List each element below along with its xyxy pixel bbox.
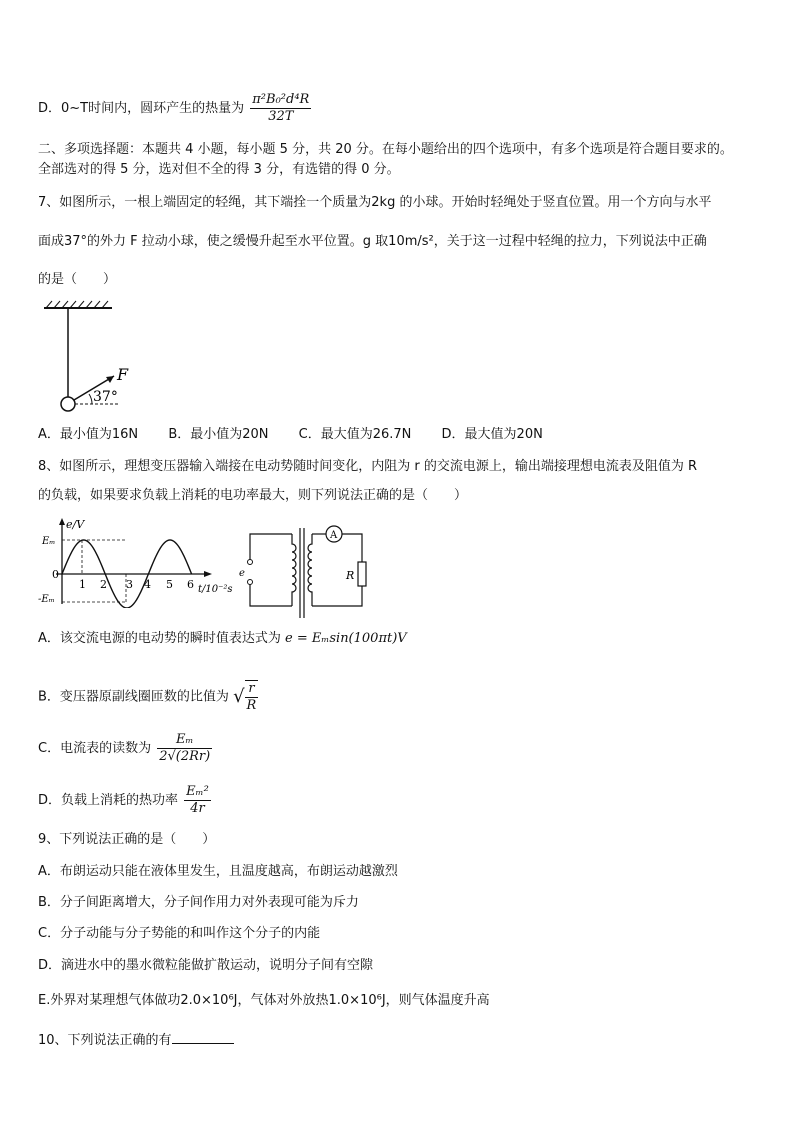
neg-em-label: -Eₘ [38,594,55,605]
q8-option-d [38,784,213,817]
fraction-denominator: 32T [268,109,294,124]
sqrt-symbol: √ [233,686,245,707]
primary-bottom-wire [250,582,292,606]
q10-stem [38,1031,234,1050]
angle-arc [89,394,92,404]
q9-option-d: D．滴进水中的墨水微粒能做扩散运动，说明分子间有空隙 [38,958,374,973]
x-axis-arrow [204,571,212,577]
x-axis-label: t/10⁻²s [198,584,233,595]
q8-line1: 8、如图所示，理想变压器输入端接在电动势随时间变化，内阻为 r 的交流电源上，输出端接理想电流表及阻值为 R [38,459,698,474]
q9-option-b: B．分子间距离增大，分子间作用力对外表现可能为斥力 [38,895,359,910]
q7-line2: 面成37°的外力 F 拉动小球，使之缓慢升起至水平位置。g 取10m/s²，关于这一过程中轻绳的拉力，下列说法中正确 [38,234,707,249]
q7-option-c: C．最大值为26.7N [298,427,412,442]
q8-option-a-text: A．该交流电源的电动势的瞬时值表达式为 [38,631,281,646]
em-label: Eₘ [42,536,56,547]
q8-line2: 的负载，如果要求负载上消耗的电功率最大，则下列说法正确的是（ ） [38,488,468,503]
primary-top-wire [250,534,292,562]
prev-option-d [38,92,313,125]
primary-coil [292,534,296,606]
q7-option-d: D．最大值为20N [441,427,543,442]
q8-option-d-fraction [184,784,211,817]
q8-option-a-formula: e = Eₘsin(100πt)V [285,631,407,646]
q8-option-b-fraction [245,680,259,714]
q8-option-a [38,630,407,648]
fraction-numerator: Eₘ² [186,784,209,799]
q8-emf-graph [36,516,236,608]
ball [61,397,75,411]
ceiling-hatch [46,301,108,308]
q7-pendulum-figure [38,298,148,418]
q7-line3: 的是（ ） [38,272,117,287]
ammeter-label: A [330,530,338,541]
section2-line2: 全部选对的得 5 分，选对但不全的得 3 分，有选错的得 0 分。 [38,162,400,177]
prev-option-d-fraction [250,92,311,125]
q9-stem: 9、下列说法正确的是（ ） [38,832,216,847]
tick-2: 2 [100,578,107,591]
terminal-bottom [248,580,253,585]
q8-option-c-fraction [157,732,212,765]
y-axis-arrow [59,518,65,525]
resistor-label: R [346,569,355,582]
tick-4: 4 [144,578,151,591]
q9-option-c: C．分子动能与分子势能的和叫作这个分子的内能 [38,926,321,941]
q9-option-e: E.外界对某理想气体做功2.0×10⁶J，气体对外放热1.0×10⁶J，则气体温度升高 [38,993,490,1008]
tick-6: 6 [187,578,194,591]
fraction-denominator: R [246,698,257,713]
q8-option-b-text: B．变压器原副线圈匝数的比值为 [38,689,229,705]
fraction-numerator: Eₘ [157,732,212,749]
q8-option-c-text: C．电流表的读数为 [38,741,152,756]
fraction-denominator: 4r [190,801,205,816]
q10-stem-text: 10、下列说法正确的有 [38,1033,172,1048]
angle-label: 37° [93,389,118,405]
tick-1: 1 [79,578,86,591]
resistor [358,562,366,586]
fraction-numerator: r [245,681,259,698]
q8-transformer-circuit [236,522,376,622]
force-label: F [117,365,129,384]
tick-5: 5 [166,578,173,591]
secondary-coil [308,534,312,606]
origin-label: 0 [52,568,59,581]
secondary-top-wire-b [342,534,362,562]
q8-option-d-text: D．负载上消耗的热功率 [38,793,179,808]
y-axis-label: e/V [66,518,85,531]
tick-3: 3 [126,578,133,591]
secondary-bottom-wire [312,586,362,606]
fraction-denominator: 2√(2Rr) [159,749,211,764]
source-label: e [239,568,245,579]
terminal-top [248,560,253,565]
q8-option-c [38,732,214,765]
q9-option-a: A．布朗运动只能在液体里发生，且温度越高，布朗运动越激烈 [38,864,398,879]
fraction-numerator: π²B₀²d⁴R [252,92,310,107]
section2-line1: 二、多项选择题：本题共 4 小题，每小题 5 分，共 20 分。在每小题给出的四个选项中，有多个选项是符合题目要求的。 [38,142,733,157]
q7-line1: 7、如图所示，一根上端固定的轻绳，其下端拴一个质量为2kg 的小球。开始时轻绳处于竖直位置。用一个方向与水平 [38,195,712,210]
answer-blank[interactable] [172,1031,234,1044]
prev-option-d-label: D．0~T时间内，圆环产生的热量为 [38,101,245,116]
q7-options [38,426,569,444]
q7-option-a: A．最小值为16N [38,427,139,442]
q8-option-b [38,680,260,714]
q7-option-b: B．最小值为20N [168,427,269,442]
